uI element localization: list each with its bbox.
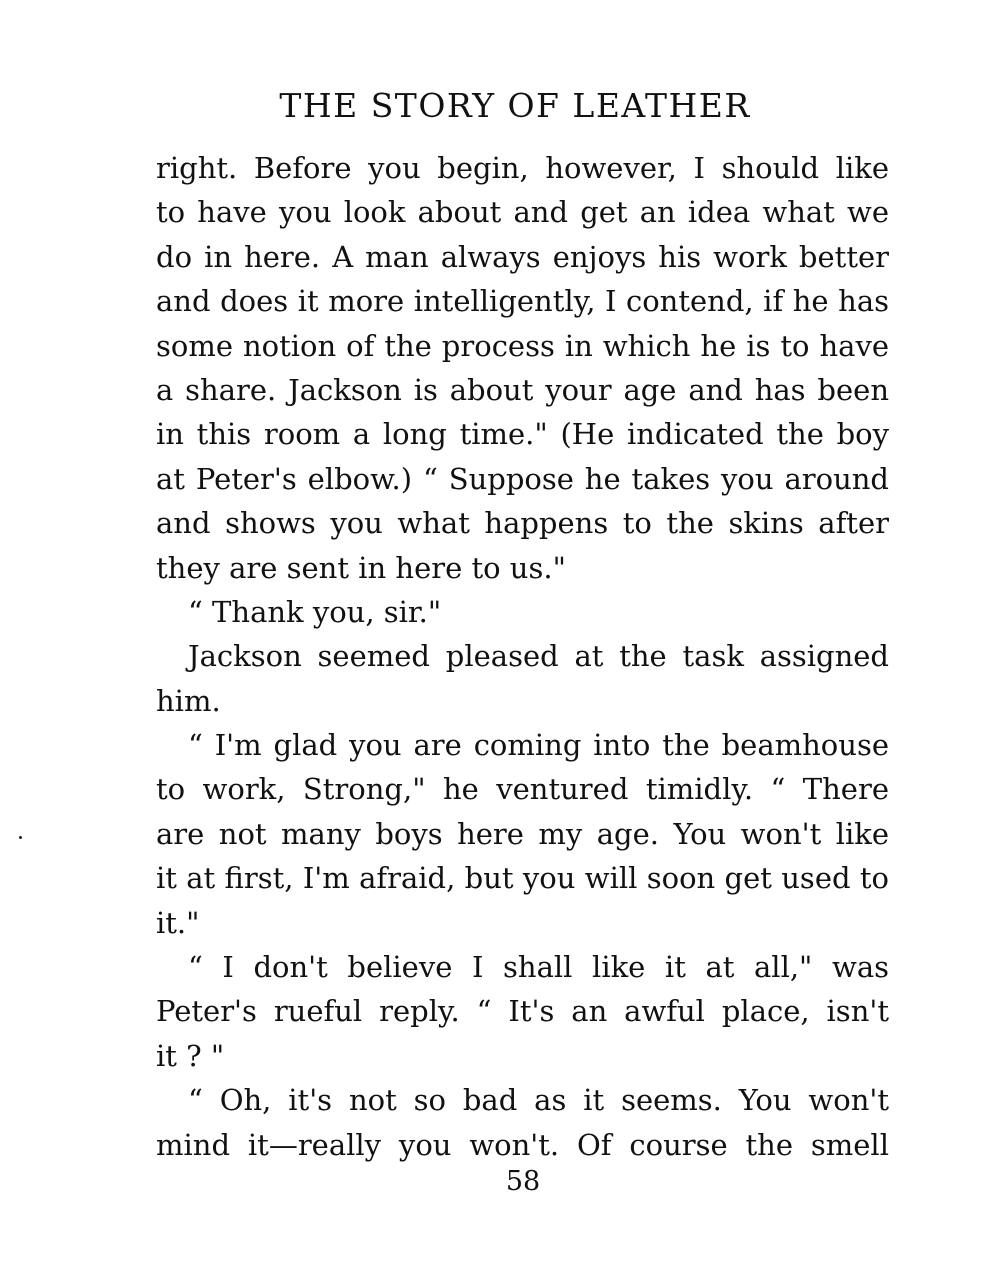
text-line: some notion of the process in which he is to have	[156, 328, 889, 363]
text-line: do in here. A man always enjoys his work better	[156, 239, 889, 274]
text-line: Jackson seemed pleased at the task assigned	[188, 639, 889, 674]
text-line: “ I don't believe I shall like it at all," was	[188, 950, 889, 985]
text-line: are not many boys here my age. You won't like	[156, 816, 889, 851]
text-line: it ? "	[156, 1038, 225, 1073]
text-line: it at first, I'm afraid, but you will soon get used to	[156, 861, 889, 896]
text-line: they are sent in here to us."	[156, 550, 566, 585]
text-line: mind it—really you won't. Of course the smell	[156, 1127, 889, 1162]
text-line: Peter's rueful reply. “ It's an awful place, isn't	[156, 994, 889, 1029]
text-line: at Peter's elbow.) “ Suppose he takes you around	[156, 461, 889, 496]
scan-speck	[19, 836, 22, 839]
text-line: in this room a long time." (He indicated the boy	[156, 417, 889, 452]
text-line: it."	[156, 905, 200, 940]
text-line: “ Thank you, sir."	[188, 594, 442, 629]
text-line: “ I'm glad you are coming into the beamhouse	[188, 728, 889, 763]
text-line: to have you look about and get an idea what we	[156, 195, 889, 230]
text-line: right. Before you begin, however, I should like	[156, 151, 889, 185]
text-line: and does it more intelligently, I contend, if he has	[156, 284, 889, 319]
running-head: THE STORY OF LEATHER	[279, 86, 751, 125]
page-number: 58	[505, 1166, 541, 1197]
text-line: a share. Jackson is about your age and has been	[156, 372, 889, 407]
text-line: “ Oh, it's not so bad as it seems. You won't	[188, 1083, 889, 1118]
text-line: and shows you what happens to the skins after	[156, 506, 889, 541]
text-line: him.	[156, 683, 221, 718]
body-text	[156, 146, 889, 1167]
text-line: to work, Strong," he ventured timidly. “ There	[156, 772, 889, 807]
